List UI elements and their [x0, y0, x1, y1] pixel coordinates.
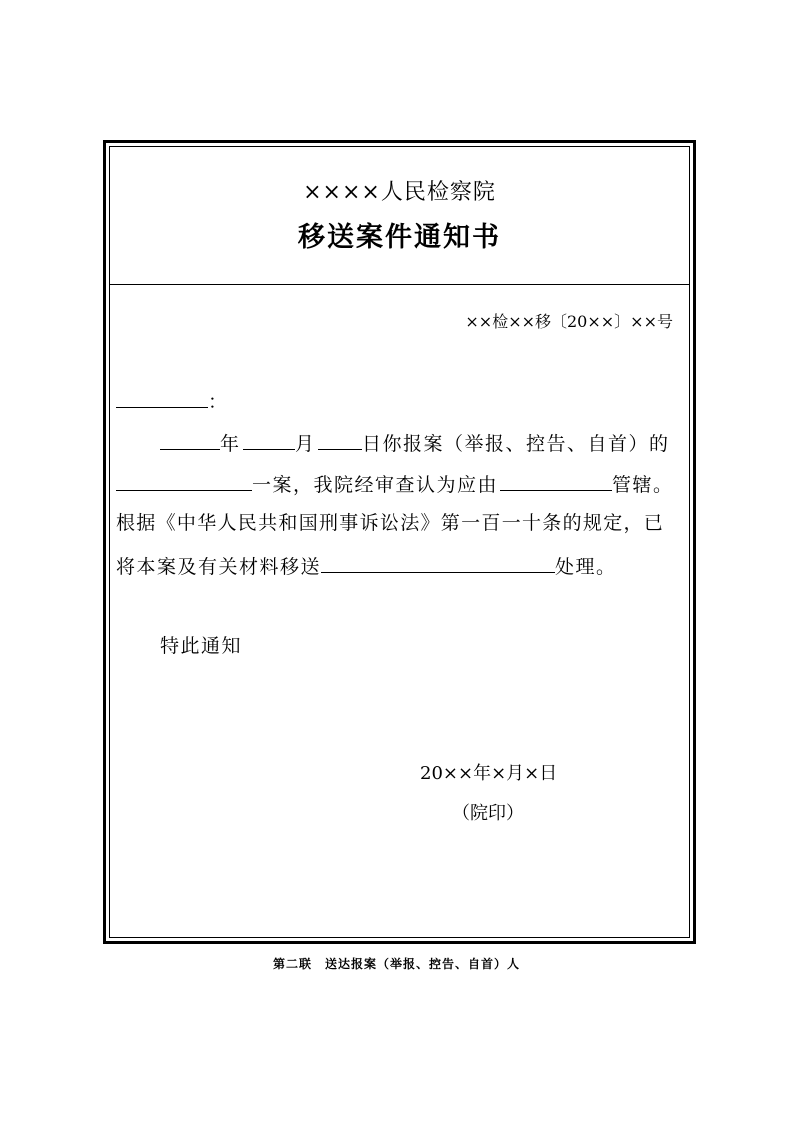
recipient-blank — [116, 385, 208, 408]
document-header — [110, 147, 689, 285]
month-blank — [243, 427, 295, 450]
line4-text1: 将本案及有关材料移送 — [116, 556, 322, 578]
transfer-target-blank — [321, 550, 555, 573]
seal-label: （院印） — [452, 803, 524, 824]
salutation-colon: ： — [208, 391, 228, 413]
day-text: 日你报案（举报、控告、自首）的 — [362, 433, 670, 455]
line4-text2: 处理。 — [555, 556, 617, 578]
case-blank — [116, 468, 252, 491]
salutation-line — [116, 385, 681, 413]
year-blank — [160, 427, 220, 450]
paragraph-line-3: 根据《中华人民共和国刑事诉讼法》第一百一十条的规定，已 — [116, 512, 665, 534]
day-blank — [318, 427, 362, 450]
document-frame — [103, 140, 696, 944]
document-inner-border — [109, 146, 690, 938]
paragraph-line-4 — [116, 550, 681, 578]
line2-text1: 一案，我院经审查认为应由 — [252, 474, 499, 496]
paragraph-line-1 — [160, 427, 681, 455]
jurisdiction-blank — [500, 468, 612, 491]
org-name: ××××人民检察院 — [303, 180, 496, 205]
month-label: 月 — [295, 433, 315, 455]
notice-text: 特此通知 — [160, 635, 243, 657]
year-label: 年 — [220, 433, 240, 455]
document-number: ××检××移〔20××〕××号 — [465, 312, 673, 331]
copy-note: 第二联 送达报案（举报、控告、自首）人 — [272, 957, 520, 971]
document-title: 移送案件通知书 — [298, 222, 501, 253]
line2-text2: 管辖。 — [612, 474, 674, 496]
document-date: 20××年×月×日 — [420, 763, 558, 784]
paragraph-line-2 — [116, 468, 681, 496]
